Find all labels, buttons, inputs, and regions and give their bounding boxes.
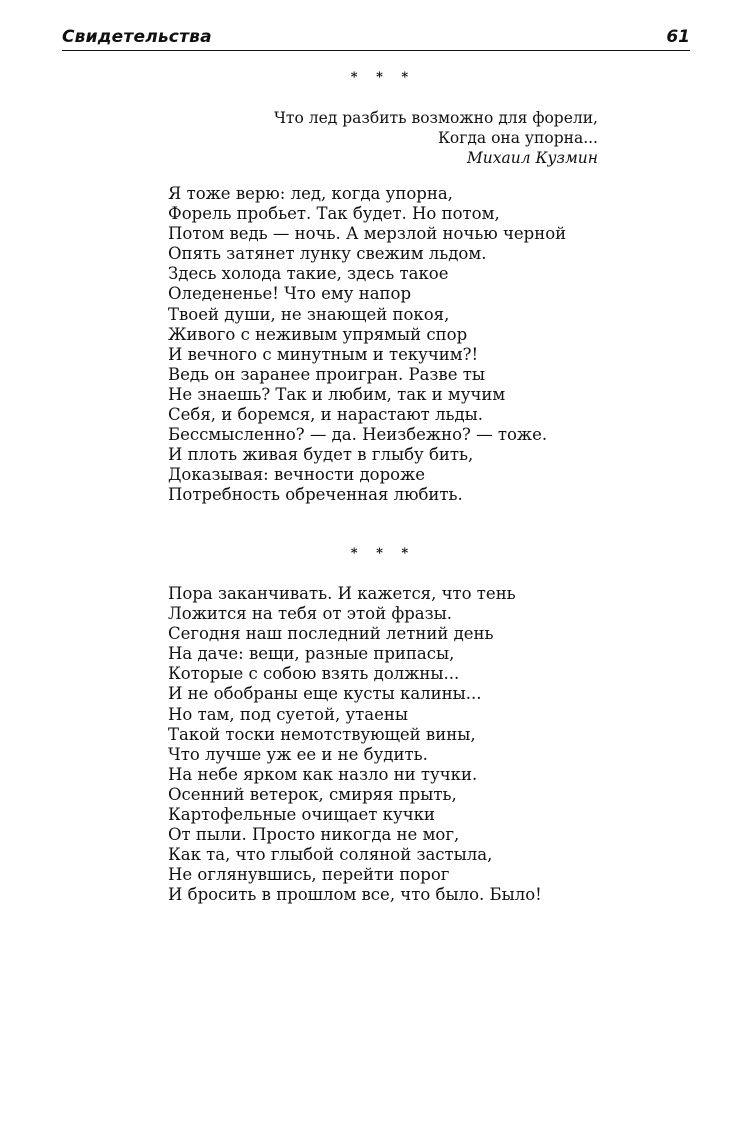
poem-line: Что лучше уж ее и не будить. [168, 744, 428, 764]
poem-line: И бросить в прошлом все, что было. Было! [168, 885, 542, 905]
poem-line: Не оглянувшись, перейти порог [168, 865, 450, 885]
poem-line: И не обобраны еще кусты калины... [168, 684, 482, 704]
poem-line: И плоть живая будет в глыбу бить, [168, 445, 474, 465]
epigraph-line: Когда она упорна... [437, 129, 598, 147]
poem-line: Потребность обреченная любить. [168, 485, 463, 505]
poem-line: Ведь он заранее проигран. Разве ты [168, 364, 485, 384]
poem-line: И вечного с минутным и текучим?! [168, 344, 479, 364]
poem-line: Осенний ветерок, смиряя прыть, [168, 784, 457, 804]
poem-line: Себя, и боремся, и нарастают льды. [168, 405, 484, 425]
poem-line: Здесь холода такие, здесь такое [168, 264, 449, 284]
poem-line: Оледененье! Что ему напор [168, 284, 412, 304]
poem-line: Твоей души, не знающей покоя, [168, 304, 450, 324]
page-number: 61 [666, 27, 690, 47]
poem-line: Потом ведь — ночь. А мерзлой ночью черной [168, 224, 567, 244]
poem-2 [168, 584, 608, 906]
section-divider: * * * [350, 70, 416, 85]
running-title: Свидетельства [62, 27, 212, 47]
poem-line: Бессмысленно? — да. Неизбежно? — тоже. [168, 425, 548, 445]
poem-line: Опять затянет лунку свежим льдом. [168, 244, 487, 264]
section-divider: * * * [350, 546, 416, 561]
epigraph-line: Что лед разбить возможно для форели, [273, 109, 598, 127]
poem-line: Такой тоски немотствующей вины, [168, 724, 476, 744]
poem-line: Сегодня наш последний летний день [168, 624, 494, 644]
poem-line: Ложится на тебя от этой фразы. [168, 604, 453, 624]
poem-line: От пыли. Просто никогда не мог, [168, 825, 460, 845]
poem-line: Не знаешь? Так и любим, так и мучим [168, 384, 506, 404]
poem-line: Форель пробьет. Так будет. Но потом, [168, 204, 500, 224]
poem-line: Но там, под суетой, утаены [168, 704, 409, 724]
poem-line: Которые с собою взять должны... [168, 664, 460, 684]
poem-1 [168, 184, 608, 506]
epigraph [230, 108, 598, 168]
epigraph-author: Михаил Кузмин [466, 149, 598, 167]
poem-line: Как та, что глыбой соляной застыла, [168, 845, 493, 865]
poem-line: Пора заканчивать. И кажется, что тень [168, 584, 516, 603]
poem-line: Я тоже верю: лед, когда упорна, [168, 184, 453, 203]
poem-line: На даче: вещи, разные припасы, [168, 644, 455, 664]
poem-line: Живого с неживым упрямый спор [168, 324, 468, 344]
poem-line: Доказывая: вечности дороже [168, 465, 426, 485]
poem-line: Картофельные очищает кучки [168, 805, 435, 825]
running-head [62, 24, 690, 51]
poem-line: На небе ярком как назло ни тучки. [168, 764, 478, 784]
